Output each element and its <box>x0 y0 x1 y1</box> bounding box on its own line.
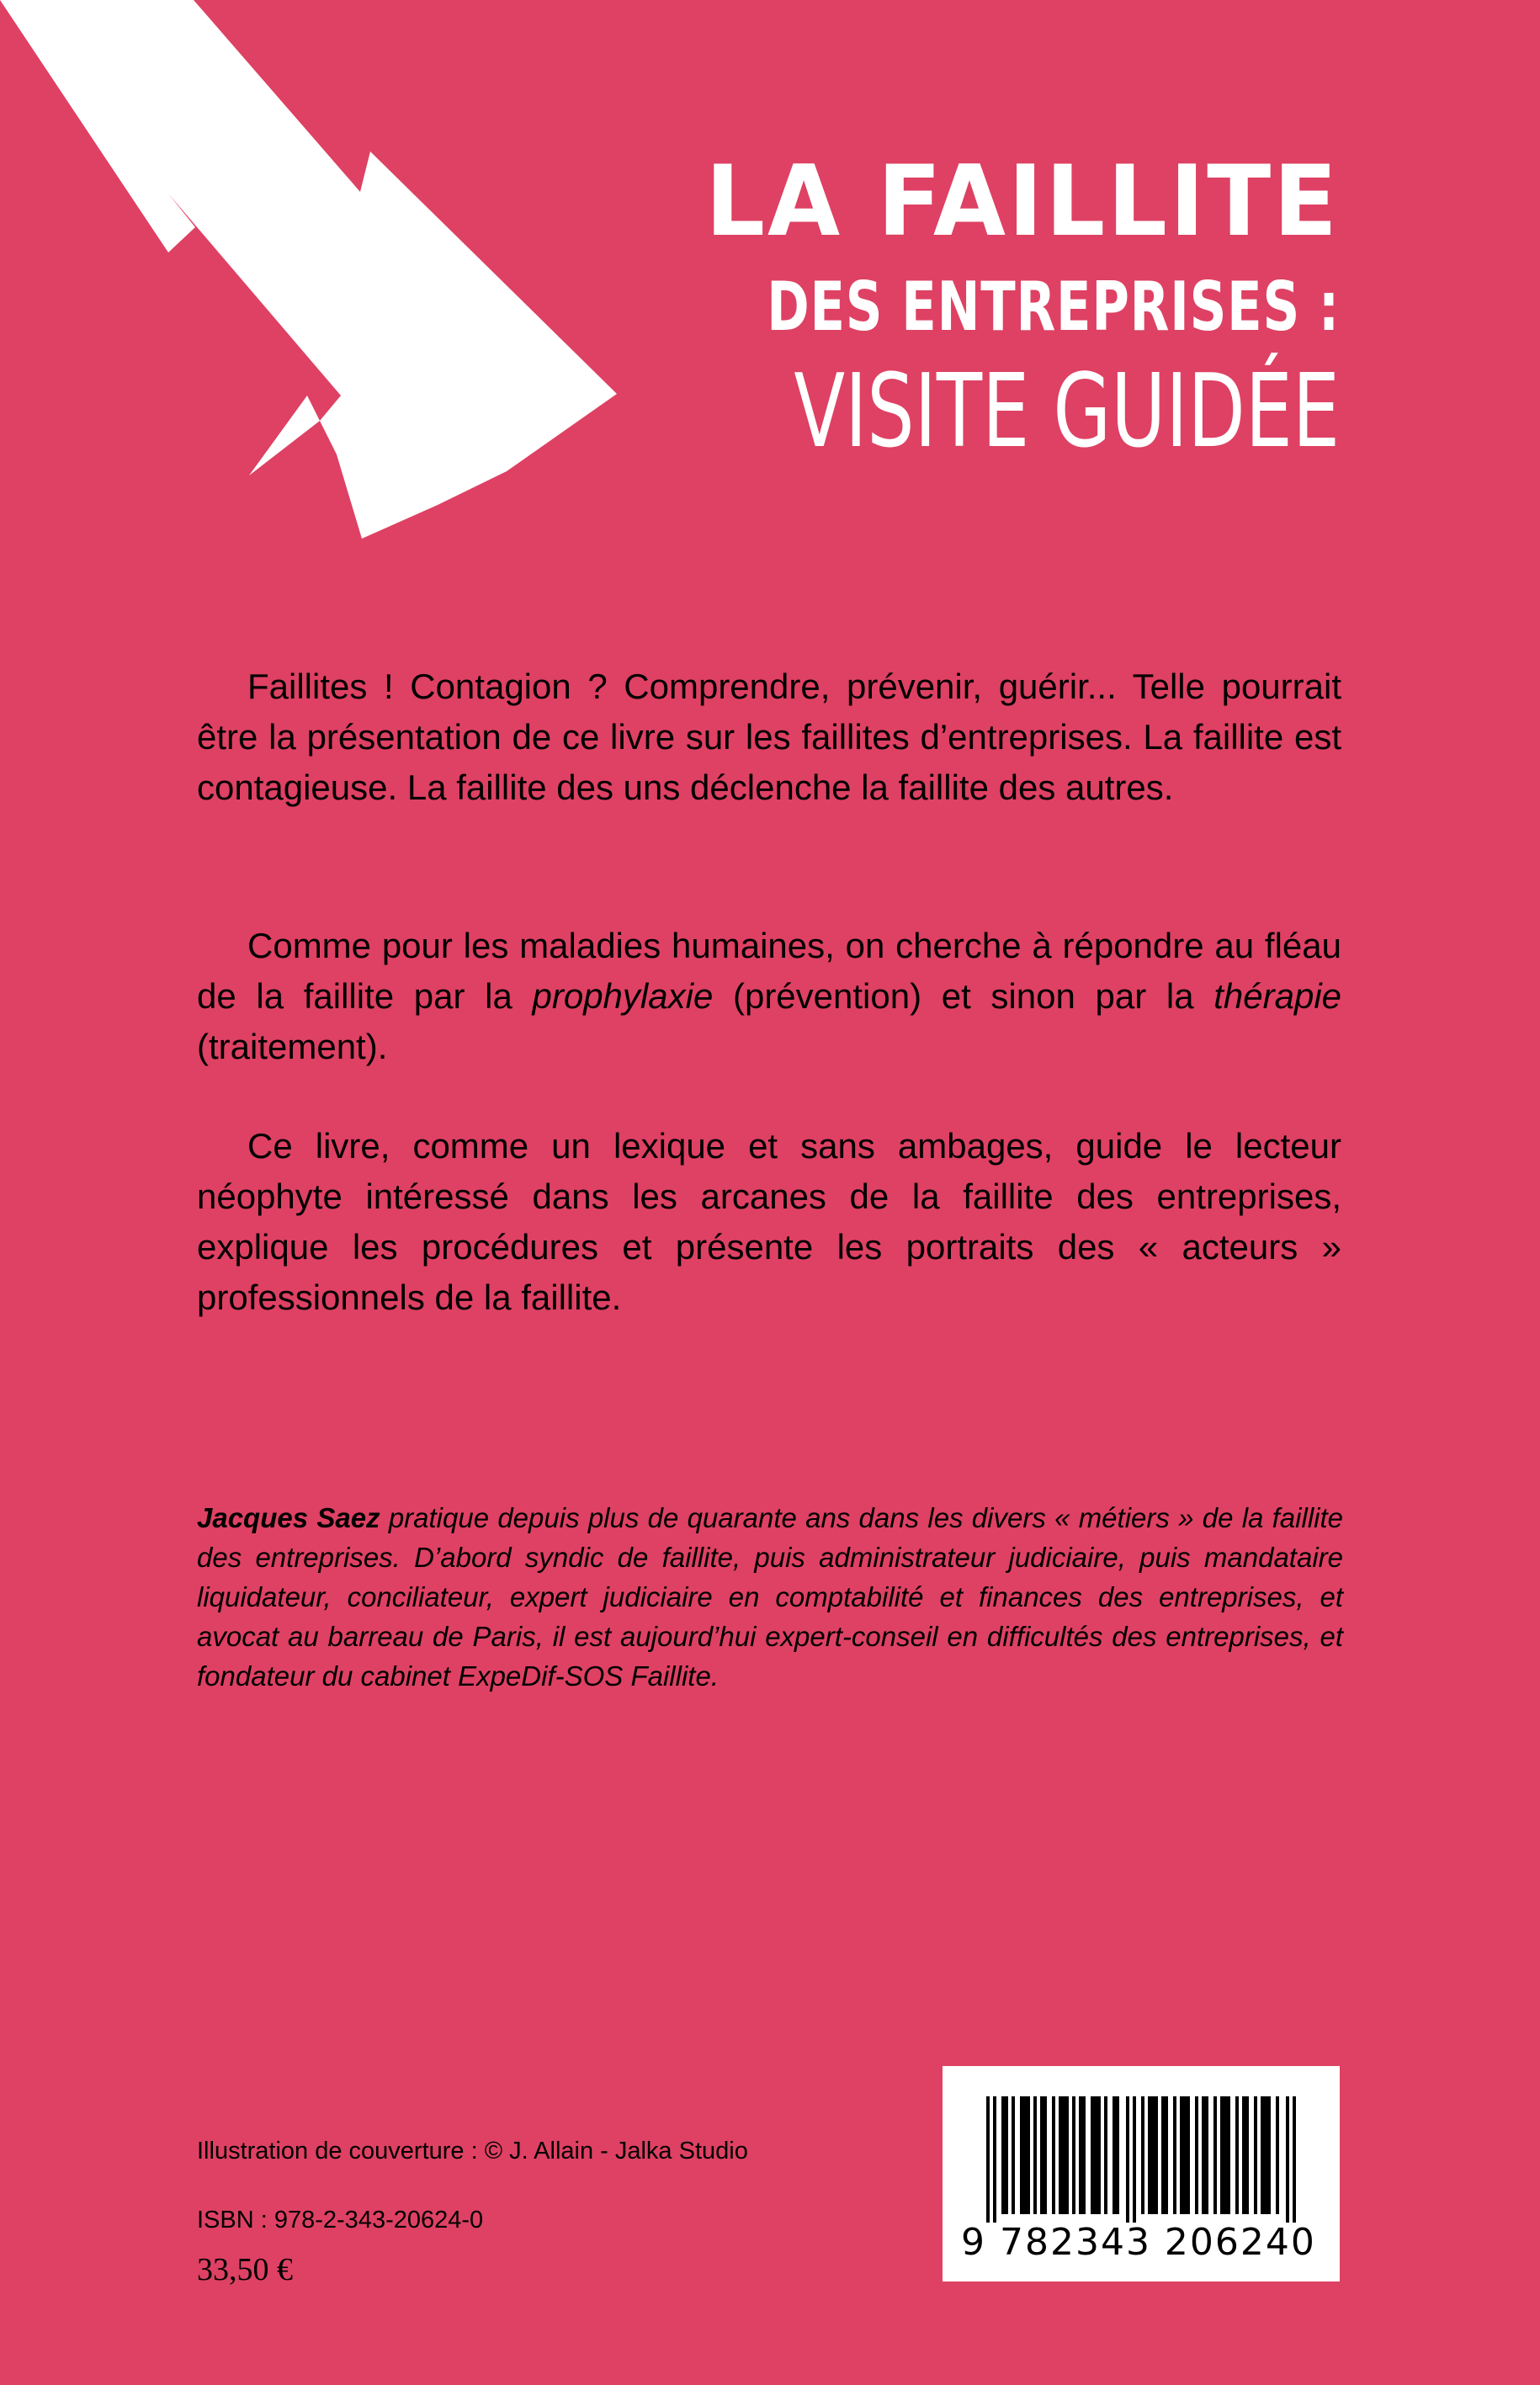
arrow-illustration <box>0 0 640 539</box>
blurb-paragraph-3: Ce livre, comme un lexique et sans ambages, guide le lecteur néophyte intéressé dans les arcanes de la faillite des entreprises, explique les procédures et présente les portraits des « acteurs » professionnels de la faillite. <box>197 1126 1341 1317</box>
author-bio-text: pratique depuis plus de quarante ans dans les divers « métiers » de la faillite des entreprises. D’abord syndic de faillite, puis administrateur judiciaire, puis mandataire liquidateur, conciliateur, expert judiciaire en comptabilité et finances des entreprises, et avocat au barreau de Paris, il est aujourd’hui expert-conseil en difficultés des entreprises, et fondateur du cabinet ExpeDif-SOS Faillite. <box>197 1502 1344 1692</box>
title-line-3: VISITE GUIDÉE <box>794 353 1340 470</box>
barcode-bars <box>986 2096 1298 2223</box>
author-name: Jacques Saez <box>197 1502 380 1533</box>
blurb-paragraph-1: Faillites ! Contagion ? Comprendre, prévenir, guérir... Telle pourrait être la présentation de ce livre sur les faillites d’entreprises. La faillite est contagieuse. La faillite des uns déclenche la faillite des autres. <box>197 667 1341 807</box>
isbn: ISBN : 978-2-343-20624-0 <box>197 2207 484 2234</box>
price: 33,50 € <box>197 2252 293 2287</box>
title-line-1: LA FAILLITE <box>705 145 1340 258</box>
illustration-credit: Illustration de couverture : © J. Allain - Jalka Studio <box>197 2138 748 2165</box>
blurb-paragraph-2: Comme pour les maladies humaines, on cherche à répondre au fléau de la faillite par la prophylaxie (prévention) et sinon par la thérapie (traitement). <box>197 926 1342 1066</box>
barcode-number: 9 782343 206240 <box>961 2221 1316 2264</box>
book-title <box>582 143 1340 471</box>
title-line-2: DES ENTREPRISES : <box>767 268 1340 346</box>
author-bio <box>197 1498 1343 1696</box>
barcode <box>943 2066 1340 2281</box>
